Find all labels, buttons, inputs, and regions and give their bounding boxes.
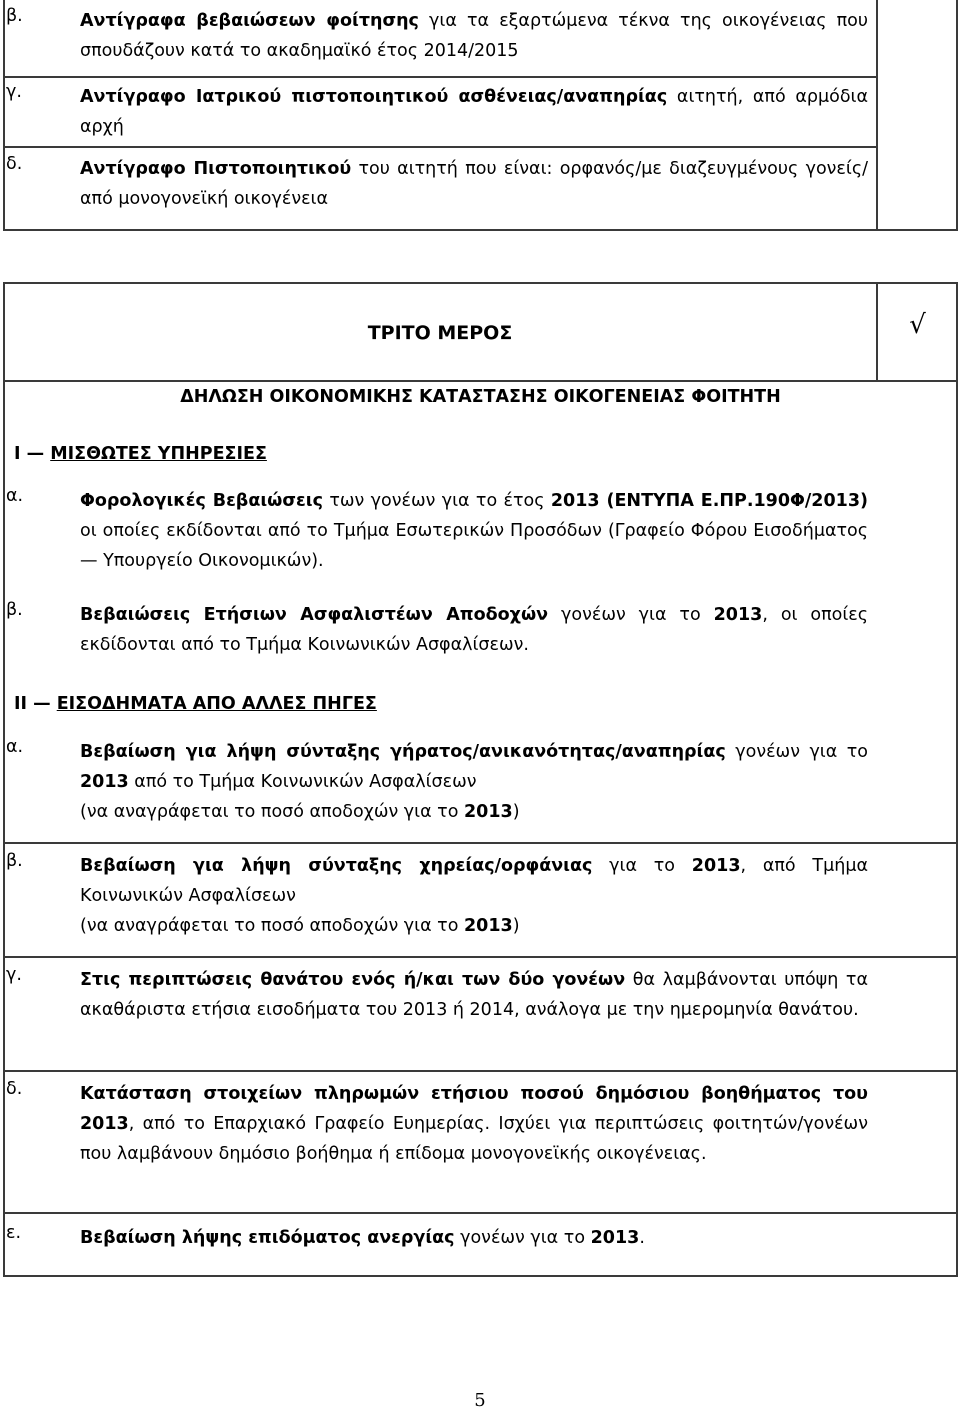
page-number: 5 [474,1390,486,1411]
item-label: δ. [6,1079,23,1099]
section-heading: II — ΕΙΣΟΔΗΜΑΤΑ ΑΠΟ ΑΛΛΕΣ ΠΗΓΕΣ [14,694,377,714]
part-title: ΤΡΙΤΟ ΜΕΡΟΣ [367,322,513,344]
item-label: α. [6,737,24,757]
row-divider [3,956,958,958]
table-divider [876,0,878,231]
part-subtitle: ΔΗΛΩΣΗ ΟΙΚΟΝΟΜΙΚΗΣ ΚΑΤΑΣΤΑΣΗΣ ΟΙΚΟΓΕΝΕΙΑΣ ΦΟΙΤΗΤΗ [180,387,781,407]
item-label: β. [6,600,23,620]
row-divider [3,380,958,382]
item-text: του αιτητή που είναι: ορφανός/με διαζευγμένους γονείς/από μονογονεϊκή οικογένεια [80,159,868,209]
row-divider [3,146,877,148]
item-label: δ. [6,154,23,174]
item-bold: Αντίγραφο Πιστοποιητικού [80,159,352,179]
item-label: α. [6,486,24,506]
item-bold: Αντίγραφα βεβαιώσεων φοίτησης [80,11,419,31]
item-label: β. [6,6,23,26]
row-divider [3,842,958,844]
row-divider [3,76,877,78]
check-mark: √ [909,310,926,340]
item-label: γ. [6,965,22,985]
item-bold: Αντίγραφο Ιατρικού πιστοποιητικού ασθένειας/αναπηρίας [80,87,668,107]
row-divider [3,1212,958,1214]
row-divider [3,1070,958,1072]
item-label: ε. [6,1223,22,1243]
item-label: γ. [6,82,22,102]
section-heading: I — ΜΙΣΘΩΤΕΣ ΥΠΗΡΕΣΙΕΣ [14,444,267,464]
item-text: αιτητή, από αρμόδια αρχή [80,87,869,137]
item-text: για τα εξαρτώμενα τέκνα της οικογένειας που σπουδάζουν κατά το ακαδημαϊκό έτος 2014/2015 [80,11,868,61]
item-label: β. [6,851,23,871]
